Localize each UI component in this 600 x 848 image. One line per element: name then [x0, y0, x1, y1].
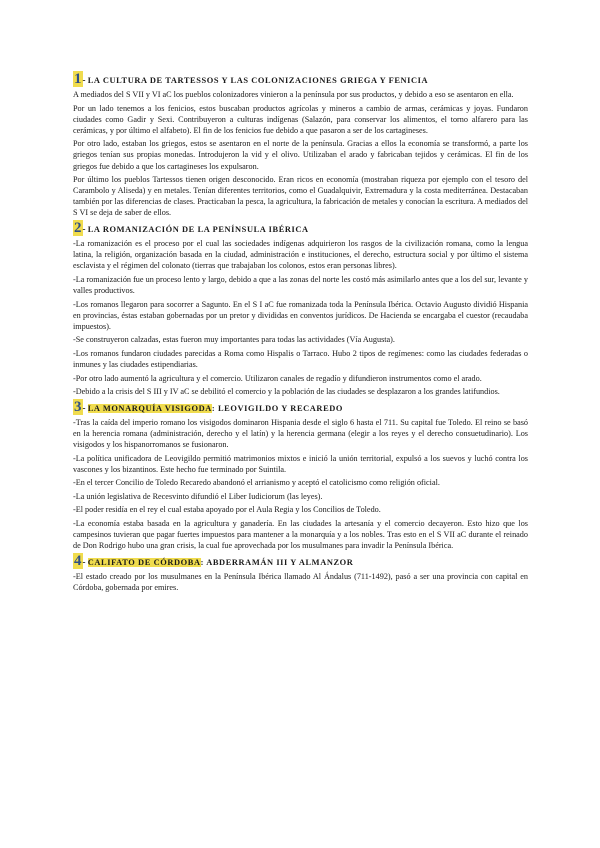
paragraph: A mediados del S VII y VI aC los pueblos colonizadores vinieron a la península por sus productos, y debido a eso se asentaron en ella.	[73, 90, 514, 99]
paragraph: Por otro lado, estaban los griegos, estos se asentaron en el norte de la península. Gracias a ellos la economía se transformó, a parte los griegos tenían sus propias monedas. Introdujeron la vid y el olivo. Utilizaban el arado y fabricaban tejidos y cerámicas. El fin de los griegos fue debido a que los cartagineses los expulsaron.	[73, 139, 528, 171]
section-number: 4	[74, 552, 82, 569]
paragraph: -La economía estaba basada en la agricultura y ganadería. En las ciudades la artesanía y el comercio decayeron. Esto hizo que los campesinos tuvieran que pagar fuertes impuestos para mantener a la monarquía y a los nobles. Tras esto en el S VII aC durante el reinado de Don Rodrigo hubo una gran crisis, la cual fue aprovechada por los musulmanes para invadir la Península Ibérica.	[73, 519, 528, 551]
heading-separator: -	[82, 75, 88, 85]
paragraph: Por último los pueblos Tartessos tienen origen desconocido. Eran ricos en economía (mostraban riqueza por ejemplo con el tesoro del Carambolo y Aliseda) y en metales. Tenían diferentes territorios, como el Guadalquivir, Extremadura y la costa mediterránea. Destacaban también por las diferencias de clases. Practicaban la pesca, la agricultura, la fabricación de metales y conocían la escritura. A mediados del S VI se deja de saber de ellos.	[73, 175, 528, 218]
heading-separator: -	[82, 402, 88, 413]
heading-separator: -	[82, 224, 88, 235]
paragraph: -Los romanos fundaron ciudades parecidas a Roma como Hispalis o Tarraco. Hubo 2 tipos de regímenes: como las ciudades federadas o inmunes y las ciudades estipendiarias.	[73, 348, 528, 369]
section-subtitle: : ABDERRAMÁN III Y ALMANZOR	[200, 557, 354, 567]
section-title: CALIFATO DE CÓRDOBA	[87, 557, 201, 567]
section-subtitle: : LEOVIGILDO Y RECAREDO	[211, 403, 344, 413]
paragraph: -La romanización fue un proceso lento y largo, debido a que a las zonas del norte les costó más asimilarlo antes que a los del sur, levante y valles productivos.	[73, 274, 528, 295]
paragraph: -Tras la caída del imperio romano los visigodos dominaron Hispania desde el siglo 6 hasta el 711. Su capital fue Toledo. El reino se basó en la herencia romana (administración, derecho y el latín) y la herencia germana (elegir a los reyes y el derecho consuetudinario). Los visigodos y los hispanorromanos se fusionaron.	[73, 417, 528, 449]
section-heading	[73, 72, 528, 88]
section-title: LA MONARQUÍA VISIGODA	[87, 403, 212, 413]
paragraph: -Se construyeron calzadas, estas fueron muy importantes para todas las actividades (Vía Augusta).	[73, 335, 395, 345]
paragraph: -La política unificadora de Leovigildo permitió matrimonios mixtos e inició la unión territorial, expulsó a los suevos y luchó contra los vascones y los bizantinos. Este hecho fue terminado por Suintila.	[73, 453, 528, 474]
section-title: LA CULTURA DE TARTESSOS Y LAS COLONIZACIONES GRIEGA Y FENICIA	[87, 76, 429, 85]
paragraph: -Por otro lado aumentó la agricultura y el comercio. Utilizaron canales de regadío y difundieron instrumentos como el arado.	[73, 373, 482, 383]
paragraph: -El poder residía en el rey el cual estaba apoyado por el Aula Regia y los Concilios de Toledo.	[73, 505, 381, 515]
document-page	[73, 72, 528, 595]
paragraph: -Debido a la crisis del S III y IV aC se debilitó el comercio y la población de las ciudades se desplazaron a los grandes latifundios.	[73, 387, 500, 397]
paragraph: -La unión legislativa de Recesvinto difundió el Liber Iudiciorum (las leyes).	[73, 491, 323, 501]
section-heading	[73, 554, 528, 570]
paragraph: -En el tercer Concilio de Toledo Recaredo abandonó el arrianismo y aceptó el catolicismo como religión oficial.	[73, 478, 440, 488]
section-3	[73, 400, 528, 552]
section-4	[73, 554, 528, 593]
section-heading	[73, 400, 528, 416]
section-number: 3	[74, 398, 82, 415]
section-number: 1	[74, 71, 82, 87]
paragraph: -Los romanos llegaron para socorrer a Sagunto. En el S I aC fue romanizada toda la Península Ibérica. Octavio Augusto dividió Hispania en provincias, éstas estaban gobernadas por un pretor y divididas en conventos jurídicos. De Hacienda se encargaba el cuestor (recaudaba impuestos).	[73, 299, 528, 331]
section-1	[73, 72, 528, 219]
paragraph: Por un lado tenemos a los fenicios, estos buscaban productos agrícolas y mineros a cambio de armas, cerámicas y joyas. Fundaron ciudades como Gadir y Sexi. Contribuyeron a culturas indígenas (Salazón, para conservar los alimentos, el torno alfarero para las cerámicas, y por último el alfabeto). El fin de los fenicios fue debido a que pasaron a ser de los cartagineses.	[73, 103, 528, 135]
section-title: LA ROMANIZACIÓN DE LA PENÍNSULA IBÉRICA	[87, 225, 309, 235]
heading-separator: -	[82, 556, 88, 567]
section-number: 2	[74, 220, 82, 237]
paragraph: -El estado creado por los musulmanes en la Península Ibérica llamado Al Ándalus (711-1492), pasó a ser una provincia con capital en Córdoba, gobernada por emires.	[73, 571, 528, 592]
section-2	[73, 221, 528, 397]
section-heading	[73, 221, 528, 237]
paragraph: -La romanización es el proceso por el cual las sociedades indígenas adquirieron los rasgos de la civilización romana, como la lengua latina, la religión, organización basada en la ciudad, administración e instituciones, el derecho, estructura social y por último el sistema esclavista y el régimen del colonato (tierras que trabajaban los colonos, estos eran personas libres).	[73, 239, 528, 271]
